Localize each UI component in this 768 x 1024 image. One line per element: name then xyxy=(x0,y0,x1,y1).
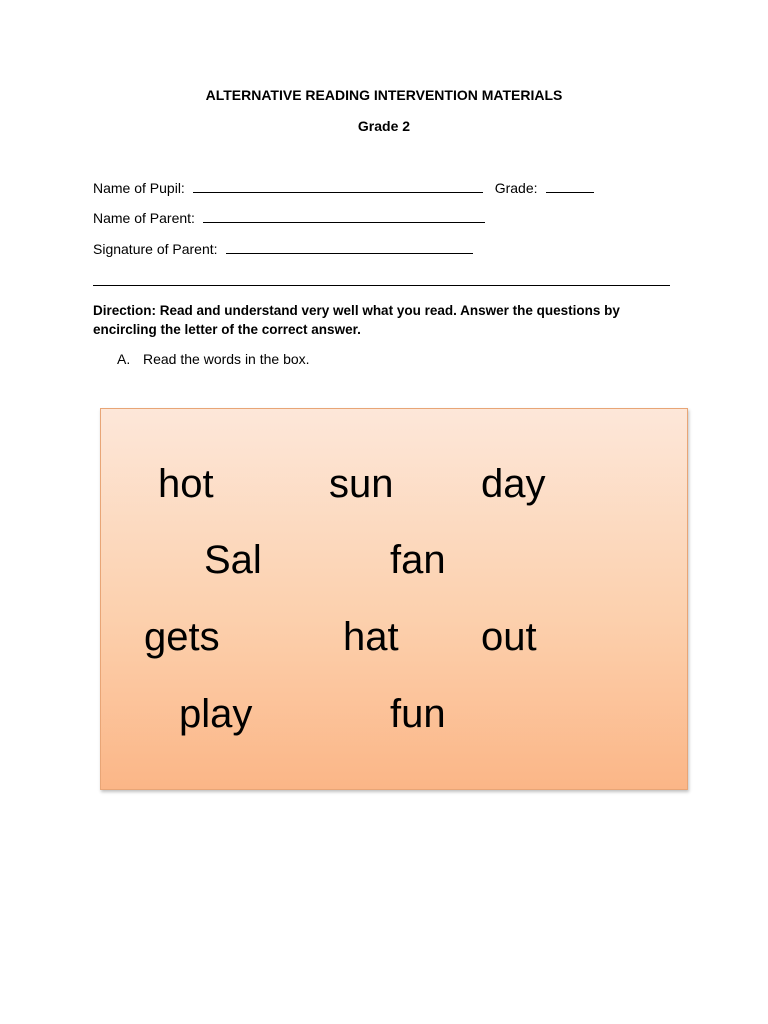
document-title: ALTERNATIVE READING INTERVENTION MATERIALS xyxy=(205,87,563,103)
instruction-letter: A. xyxy=(117,351,131,367)
grade-blank[interactable] xyxy=(546,180,594,193)
instruction-a xyxy=(117,351,310,367)
word-box xyxy=(100,408,688,790)
parent-name-row xyxy=(93,210,485,226)
word-fan: fan xyxy=(390,538,446,582)
parent-name-blank[interactable] xyxy=(203,210,485,223)
grade-heading: Grade 2 xyxy=(357,118,411,134)
word-fun: fun xyxy=(390,692,446,736)
word-hot: hot xyxy=(158,462,214,506)
parent-signature-row xyxy=(93,241,473,257)
word-sal: Sal xyxy=(204,538,262,582)
grade-label: Grade: xyxy=(494,180,538,196)
word-day: day xyxy=(481,462,546,506)
word-play: play xyxy=(179,692,253,736)
word-gets: gets xyxy=(144,615,220,659)
pupil-name-blank[interactable] xyxy=(193,180,483,193)
instruction-text: Read the words in the box. xyxy=(143,351,310,367)
parent-name-label: Name of Parent: xyxy=(93,210,195,226)
parent-signature-blank[interactable] xyxy=(226,241,473,254)
word-out: out xyxy=(481,615,537,659)
word-hat: hat xyxy=(343,615,399,659)
word-sun: sun xyxy=(329,462,394,506)
pupil-name-label: Name of Pupil: xyxy=(93,180,185,196)
parent-signature-label: Signature of Parent: xyxy=(93,241,218,257)
pupil-name-row xyxy=(93,180,594,196)
direction-text: Direction: Read and understand very well what you read. Answer the questions by encircling the letter of the correct answer. xyxy=(93,303,620,337)
section-divider xyxy=(93,285,670,286)
